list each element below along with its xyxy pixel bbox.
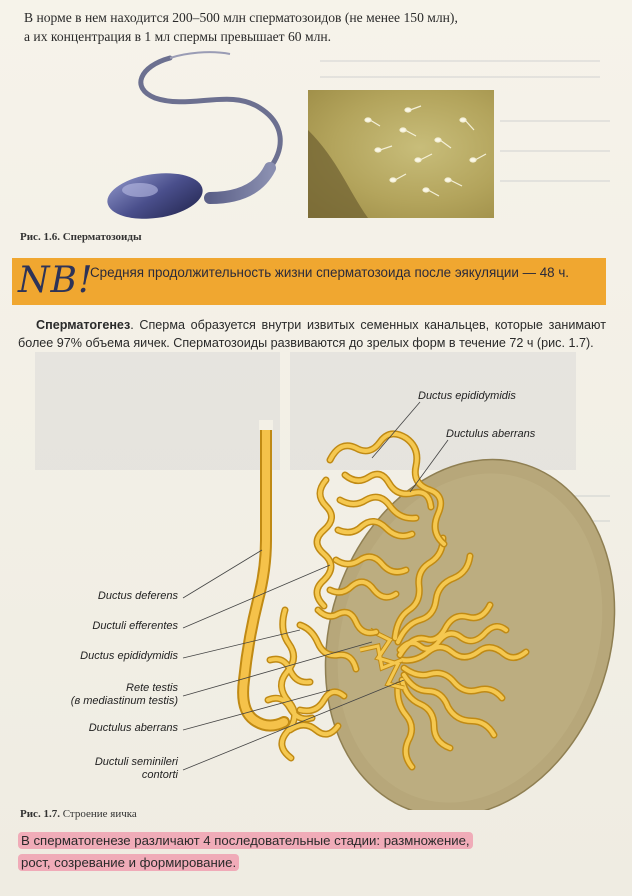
label-ductuli-seminiferi: [40, 756, 178, 782]
bleed-through-line: [320, 60, 600, 62]
figure-1-6-caption: Рис. 1.6. Сперматозоиды: [20, 231, 142, 243]
label-rete-testis: [40, 682, 178, 708]
label-rete-testis-line1: Rete testis: [126, 682, 178, 694]
sperm-micrograph: [308, 90, 494, 218]
intro-line-2: а их концентрация в 1 мл спермы превышает 60 млн.: [24, 29, 332, 44]
sperm-illustration: [100, 48, 315, 223]
spermatogenesis-term: Сперматогенез: [36, 318, 131, 332]
testis-structure-diagram: [0, 380, 632, 810]
nb-text: Средняя продолжительность жизни сперматозоида после эякуляции — 48 ч.: [90, 265, 570, 280]
figure-1-7-caption-text: Строение яичка: [62, 808, 137, 820]
figure-1-7-caption: [20, 808, 137, 820]
intro-paragraph: [24, 8, 608, 46]
label-ductus-epididymidis: Ductus epididymidis: [80, 650, 178, 662]
label-ductus-epididymidis-top: Ductus epididymidis: [418, 390, 516, 402]
summary-line-1: В сперматогенезе различают 4 последовательные стадии: размножение,: [18, 832, 473, 849]
summary-line-2: рост, созревание и формирование.: [18, 854, 239, 871]
label-ductuli-seminiferi-line1: Ductuli seminileri: [94, 756, 178, 768]
spermatogenesis-paragraph: [18, 316, 606, 352]
summary-highlight: [18, 830, 608, 874]
intro-line-1: В норме в нем находится 200–500 млн сперматозоидов (не менее 150 млн),: [24, 10, 458, 25]
bleed-through-line: [500, 120, 610, 122]
label-ductus-deferens: Ductus deferens: [97, 590, 178, 602]
label-ductulus-aberrans: Ductulus aberrans: [88, 722, 178, 734]
bleed-through-line: [500, 180, 610, 182]
nb-logo: NB!: [18, 260, 94, 301]
label-rete-testis-line2: (в mediastinum testis): [70, 695, 178, 707]
figure-1-7-caption-number: Рис. 1.7.: [20, 808, 60, 820]
nb-callout: [12, 258, 606, 305]
micrograph-detail: [308, 90, 494, 218]
spermatogenesis-text: . Сперма образуется внутри извитых семенных канальцев, которые занимают более 97% объема яичек. Сперматозоиды развиваются до зрелых форм в течение 72 ч (рис. 1.7).: [18, 318, 606, 350]
bleed-through-line: [320, 76, 600, 78]
bleed-through-line: [500, 150, 610, 152]
label-ductulus-aberrans-top: Ductulus aberrans: [446, 428, 536, 440]
label-ductuli-efferentes: Ductuli efferentes: [92, 620, 178, 632]
label-ductuli-seminiferi-line2: contorti: [141, 769, 178, 781]
